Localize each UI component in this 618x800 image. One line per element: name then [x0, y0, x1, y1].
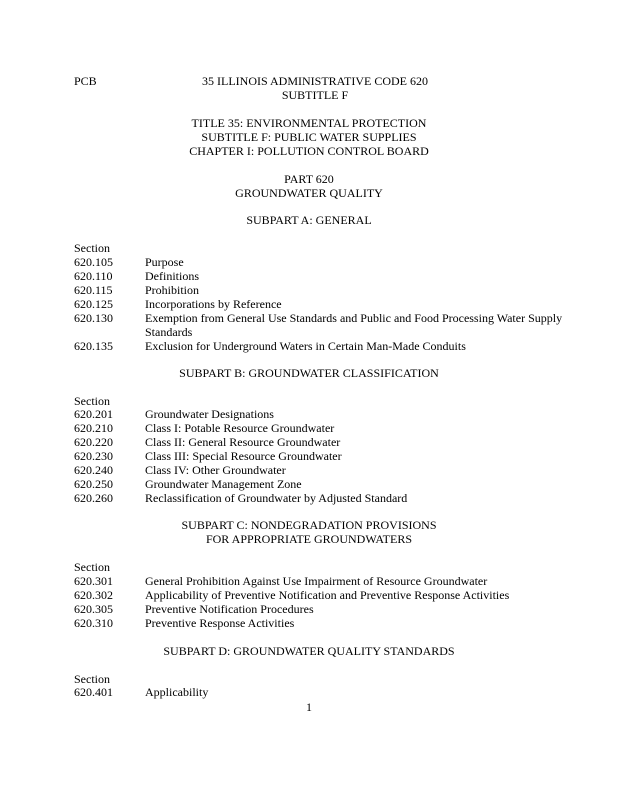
subtitle-line: SUBTITLE F: PUBLIC WATER SUPPLIES: [201, 130, 417, 144]
section-number: 620.110: [74, 269, 113, 283]
section-title: Incorporations by Reference: [145, 297, 282, 311]
section-number: 620.301: [74, 574, 113, 588]
section-title: Reclassification of Groundwater by Adjusted Standard: [145, 491, 408, 505]
section-title: Class IV: Other Groundwater: [145, 463, 286, 477]
subpart-d-heading: SUBPART D: GROUNDWATER QUALITY STANDARDS: [163, 644, 455, 658]
toc-row: [74, 255, 584, 269]
subpart-c-heading-line1: SUBPART C: NONDEGRADATION PROVISIONS: [181, 518, 437, 532]
header-subtitle-line: SUBTITLE F: [281, 88, 349, 102]
toc-row: [74, 283, 584, 297]
section-label: Section: [74, 241, 110, 255]
toc-row: [74, 685, 584, 699]
section-label: Section: [74, 560, 110, 574]
section-number: 620.260: [74, 491, 113, 505]
section-number: 620.250: [74, 477, 113, 491]
toc-row: [74, 449, 584, 463]
part-heading: [0, 172, 618, 200]
header-agency: PCB: [74, 74, 97, 88]
section-title: Class I: Potable Resource Groundwater: [145, 421, 335, 435]
subpart-c-heading: [0, 518, 618, 546]
section-number: 620.240: [74, 463, 113, 477]
subpart-c-heading-line2: FOR APPROPRIATE GROUNDWATERS: [205, 532, 413, 546]
toc-row: [74, 463, 584, 477]
toc-row: [74, 616, 584, 630]
subpart-a-heading: SUBPART A: GENERAL: [246, 213, 372, 227]
part-number: PART 620: [284, 172, 334, 186]
toc-row: [74, 269, 584, 283]
toc-row: [74, 477, 584, 491]
subpart-c-toc: [74, 574, 584, 630]
subpart-b-heading: SUBPART B: GROUNDWATER CLASSIFICATION: [179, 366, 439, 380]
chapter-line: CHAPTER I: POLLUTION CONTROL BOARD: [189, 144, 429, 158]
section-number: 620.130: [74, 311, 113, 325]
section-label: Section: [74, 394, 110, 408]
toc-row: [74, 491, 584, 505]
title-line: TITLE 35: ENVIRONMENTAL PROTECTION: [191, 116, 427, 130]
section-title: Preventive Response Activities: [145, 616, 295, 630]
toc-row: [74, 602, 584, 616]
subpart-a-toc: [74, 255, 584, 353]
section-title: Applicability of Preventive Notification and Preventive Response Activities: [145, 588, 510, 602]
section-number: 620.310: [74, 616, 113, 630]
title-block: [0, 116, 618, 158]
toc-row: [74, 311, 584, 339]
section-title: Class II: General Resource Groundwater: [145, 435, 341, 449]
toc-row: [74, 339, 584, 353]
section-number: 620.105: [74, 255, 113, 269]
section-title: Groundwater Management Zone: [145, 477, 302, 491]
header-code-line: 35 ILLINOIS ADMINISTRATIVE CODE 620: [202, 74, 428, 88]
toc-row: [74, 435, 584, 449]
section-number: 620.401: [74, 685, 113, 699]
section-title: General Prohibition Against Use Impairment of Resource Groundwater: [145, 574, 488, 588]
section-title: Definitions: [145, 269, 199, 283]
section-title: Preventive Notification Procedures: [145, 602, 314, 616]
toc-row: [74, 588, 584, 602]
section-title: Applicability: [145, 685, 209, 699]
section-title: Exemption from General Use Standards and Public and Food Processing Water Supply Standards: [145, 311, 563, 339]
section-title: Exclusion for Underground Waters in Certain Man-Made Conduits: [145, 339, 466, 353]
toc-row: [74, 297, 584, 311]
section-number: 620.302: [74, 588, 113, 602]
page-number: 1: [306, 700, 312, 714]
part-name: GROUNDWATER QUALITY: [235, 186, 383, 200]
toc-row: [74, 407, 584, 421]
section-label: Section: [74, 672, 110, 686]
section-number: 620.230: [74, 449, 113, 463]
section-title: Class III: Special Resource Groundwater: [145, 449, 342, 463]
section-number: 620.305: [74, 602, 113, 616]
section-title: Purpose: [145, 255, 184, 269]
section-number: 620.220: [74, 435, 113, 449]
toc-row: [74, 421, 584, 435]
section-number: 620.210: [74, 421, 113, 435]
section-title: Groundwater Designations: [145, 407, 274, 421]
header-code-title: [150, 74, 480, 102]
subpart-b-toc: [74, 407, 584, 505]
section-number: 620.125: [74, 297, 113, 311]
section-number: 620.135: [74, 339, 113, 353]
section-number: 620.201: [74, 407, 113, 421]
section-title: Prohibition: [145, 283, 200, 297]
section-number: 620.115: [74, 283, 113, 297]
toc-row: [74, 574, 584, 588]
subpart-d-toc: [74, 685, 584, 699]
